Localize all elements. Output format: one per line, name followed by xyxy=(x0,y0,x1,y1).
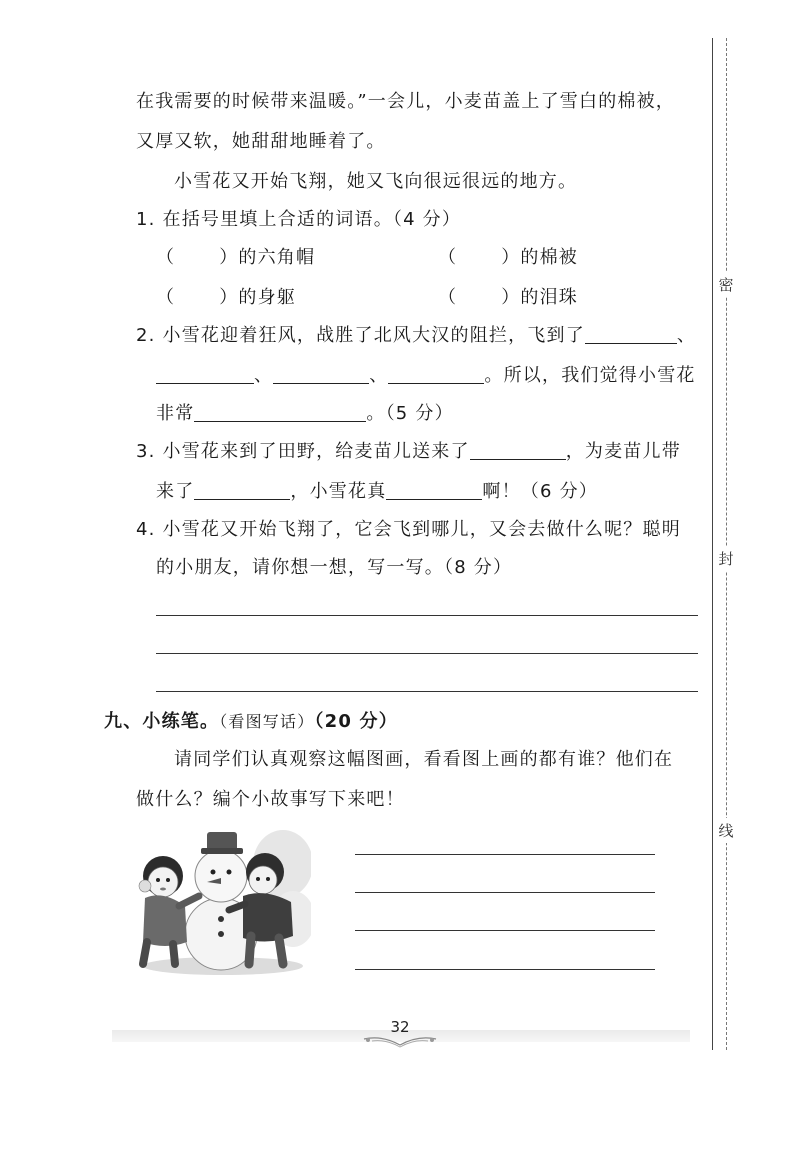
footer-ornament-icon xyxy=(360,1033,440,1051)
writing-line-4[interactable] xyxy=(355,969,655,970)
question-2-line-3: 非常 。（5 分） xyxy=(156,403,454,424)
section-9-prompt-2: 做什么？编个小故事写下来吧！ xyxy=(136,789,405,810)
q2-blank-2[interactable] xyxy=(156,365,254,384)
question-3-line-1: 3. 小雪花来到了田野，给麦苗儿送来了 ，为麦苗儿带 xyxy=(136,441,681,462)
binding-margin xyxy=(712,38,734,1050)
q1-item-3: （ ）的身躯 xyxy=(156,287,297,308)
section-9-note: （看图写话） xyxy=(219,712,315,731)
q2-blank-1[interactable] xyxy=(585,325,677,344)
q2-blank-3[interactable] xyxy=(273,365,369,384)
q2-blank-5[interactable] xyxy=(194,403,366,422)
writing-line-2[interactable] xyxy=(355,892,655,893)
passage-line-3: 小雪花又开始飞翔，她又飞向很远很远的地方。 xyxy=(174,171,578,192)
binding-dashed-line xyxy=(726,38,727,1050)
q1-item-4: （ ）的泪珠 xyxy=(438,287,579,308)
section-9-score: （20 分） xyxy=(314,711,398,732)
binding-solid-line xyxy=(712,38,713,1050)
q1-item-1: （ ）的六角帽 xyxy=(156,247,316,268)
question-1: 1. 在括号里填上合适的词语。（4 分） xyxy=(136,209,462,230)
writing-line-1[interactable] xyxy=(355,854,655,855)
q3-blank-2[interactable] xyxy=(194,481,290,500)
q2-blank-4[interactable] xyxy=(388,365,484,384)
question-3-line-2: 来了 ，小雪花真 啊！（6 分） xyxy=(156,481,598,502)
question-2-line-1: 2. 小雪花迎着狂风，战胜了北风大汉的阻拦，飞到了 、 xyxy=(136,325,697,346)
binding-mark-xian: 线 xyxy=(716,818,736,843)
q4-writing-line-2[interactable] xyxy=(156,653,698,654)
passage-line-1: 在我需要的时候带来温暖。”一会儿，小麦苗盖上了雪白的棉被， xyxy=(136,91,675,112)
q1-item-2: （ ）的棉被 xyxy=(438,247,579,268)
binding-mark-mi: 密 xyxy=(716,272,736,297)
page-number: 32 xyxy=(390,1018,410,1036)
section-9-prompt-1: 请同学们认真观察这幅图画，看看图上画的都有谁？他们在 xyxy=(174,749,674,770)
writing-line-3[interactable] xyxy=(355,930,655,931)
question-4-line-2: 的小朋友，请你想一想，写一写。（8 分） xyxy=(156,557,513,578)
section-9-title: 九、小练笔。 xyxy=(104,711,220,732)
q3-blank-1[interactable] xyxy=(470,441,566,460)
q3-blank-3[interactable] xyxy=(386,481,482,500)
passage-line-2: 又厚又软，她甜甜地睡着了。 xyxy=(136,131,386,152)
snowman-children-illustration xyxy=(133,824,311,976)
binding-mark-feng: 封 xyxy=(716,546,736,571)
question-4-line-1: 4. 小雪花又开始飞翔了，它会飞到哪儿，又会去做什么呢？聪明 xyxy=(136,519,681,540)
q4-writing-line-1[interactable] xyxy=(156,615,698,616)
question-2-line-2: 、 、 。所以，我们觉得小雪花 xyxy=(156,364,696,388)
q4-writing-line-3[interactable] xyxy=(156,691,698,692)
section-9-heading xyxy=(104,710,398,734)
